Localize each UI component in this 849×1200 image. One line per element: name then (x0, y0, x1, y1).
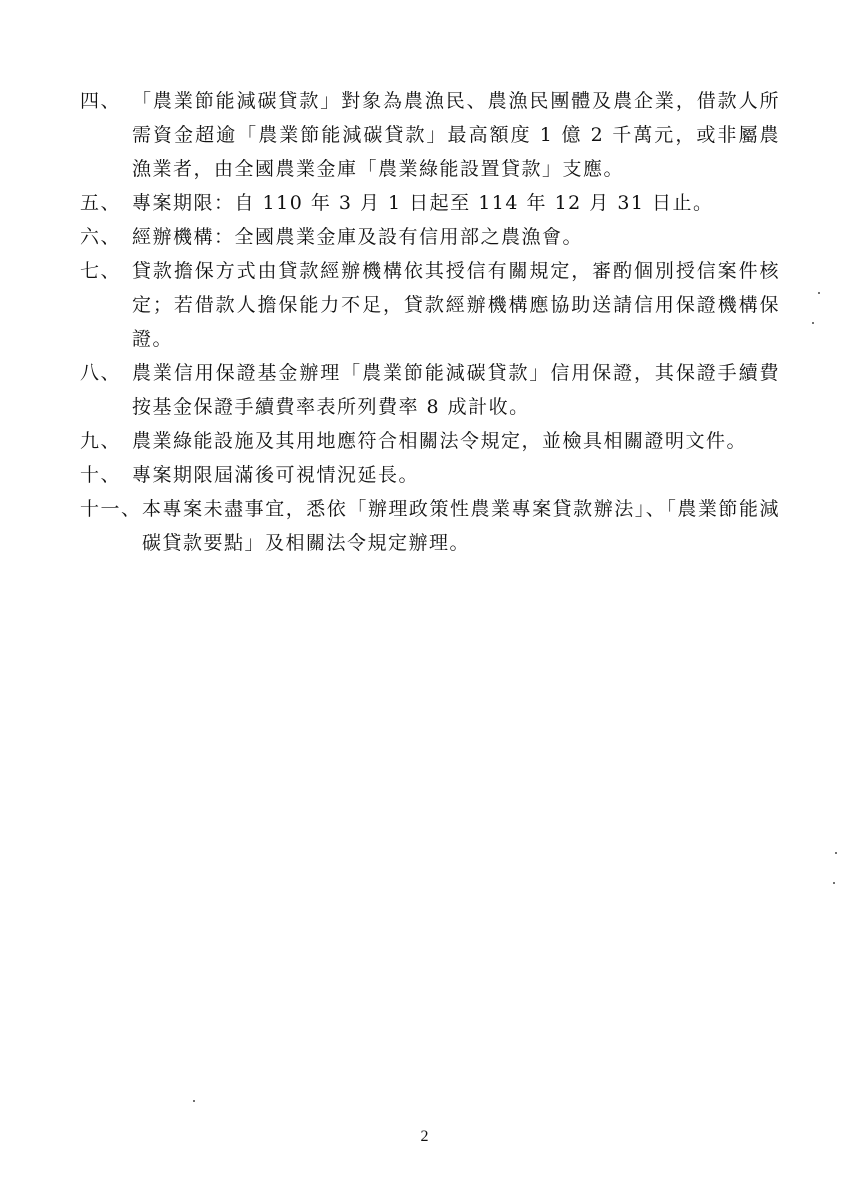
page-number: 2 (420, 1128, 429, 1145)
list-item (80, 220, 780, 254)
scan-speck (193, 1100, 195, 1102)
scan-speck (812, 322, 814, 324)
item-number: 四、 (80, 90, 122, 112)
item-text: 貸款擔保方式由貸款經辦機構依其授信有關規定，審酌個別授信案件核定；若借款人擔保能力不足，貸款經辦機構應協助送請信用保證機構保證。 (132, 260, 780, 350)
list-item (80, 458, 780, 492)
list-item (80, 356, 780, 424)
scan-speck (818, 292, 820, 294)
item-text: 專案期限：自 110 年 3 月 1 日起至 114 年 12 月 31 日止。 (132, 192, 714, 214)
list-item (80, 84, 780, 186)
item-text: 農業綠能設施及其用地應符合相關法令規定，並檢具相關證明文件。 (132, 430, 748, 452)
item-text: 專案期限屆滿後可視情況延長。 (132, 464, 420, 486)
item-number: 六、 (80, 226, 122, 248)
item-number: 八、 (80, 362, 122, 384)
scan-speck (835, 852, 837, 854)
item-text: 農業信用保證基金辦理「農業節能減碳貸款」信用保證，其保證手續費按基金保證手續費率表所列費率 8 成計收。 (132, 362, 780, 418)
item-text: 本專案未盡事宜，悉依「辦理政策性農業專案貸款辦法」、「農業節能減碳貸款要點」及相關法令規定辦理。 (142, 498, 780, 554)
list-item (80, 254, 780, 356)
provision-list (80, 84, 780, 560)
item-number: 十一、 (80, 498, 142, 520)
item-number: 十、 (80, 464, 122, 486)
scan-speck (833, 882, 835, 884)
list-item (80, 424, 780, 458)
item-number: 七、 (80, 260, 122, 282)
list-item (80, 186, 780, 220)
item-text: 經辦機構：全國農業金庫及設有信用部之農漁會。 (132, 226, 584, 248)
item-text: 「農業節能減碳貸款」對象為農漁民、農漁民團體及農企業，借款人所需資金超逾「農業節能減碳貸款」最高額度 1 億 2 千萬元，或非屬農漁業者，由全國農業金庫「農業綠能設置貸款」支應。 (132, 90, 780, 180)
item-number: 五、 (80, 192, 122, 214)
list-item (80, 492, 780, 560)
item-number: 九、 (80, 430, 122, 452)
